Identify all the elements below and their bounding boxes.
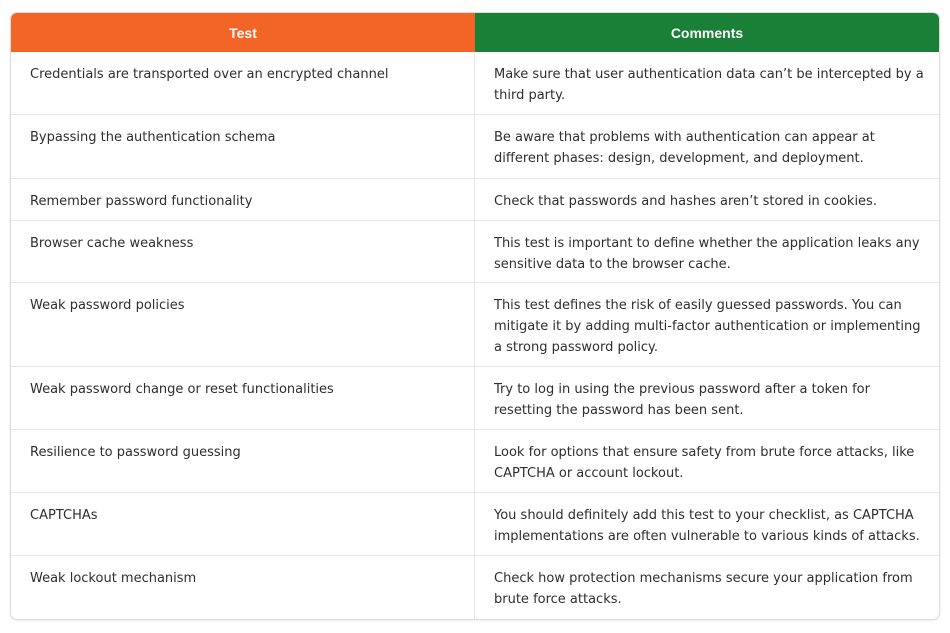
table-row bbox=[11, 52, 939, 114]
comment-cell: Try to log in using the previous password after a token for resetting the password has been sent. bbox=[494, 382, 870, 418]
test-cell: CAPTCHAs bbox=[11, 493, 475, 555]
header-test: Test bbox=[11, 13, 475, 52]
test-cell: Weak password policies bbox=[11, 283, 475, 366]
test-cell: Weak lockout mechanism bbox=[11, 556, 475, 619]
table-row bbox=[11, 178, 939, 220]
comment-cell: This test is important to define whether the application leaks any sensitive data to the browser cache. bbox=[494, 236, 920, 272]
comment-cell: This test defines the risk of easily guessed passwords. You can mitigate it by adding multi-factor authentication or implementing a strong password policy. bbox=[494, 298, 921, 355]
comment-cell: You should definitely add this test to your checklist, as CAPTCHA implementations are often vulnerable to various kinds of attacks. bbox=[494, 508, 920, 544]
comment-cell: Be aware that problems with authentication can appear at different phases: design, development, and deployment. bbox=[494, 130, 875, 166]
table-row bbox=[11, 366, 939, 429]
comment-cell: Look for options that ensure safety from brute force attacks, like CAPTCHA or account lockout. bbox=[494, 445, 915, 481]
test-cell: Bypassing the authentication schema bbox=[11, 115, 475, 178]
auth-tests-table bbox=[10, 12, 940, 620]
test-cell: Remember password functionality bbox=[11, 179, 475, 220]
table-row bbox=[11, 220, 939, 282]
table-row bbox=[11, 282, 939, 366]
test-cell: Weak password change or reset functionalities bbox=[11, 367, 475, 429]
test-cell: Resilience to password guessing bbox=[11, 430, 475, 492]
table-row bbox=[11, 114, 939, 178]
comment-cell: Check that passwords and hashes aren’t stored in cookies. bbox=[494, 194, 877, 209]
table-row bbox=[11, 492, 939, 555]
table-row bbox=[11, 429, 939, 492]
test-cell: Browser cache weakness bbox=[11, 221, 475, 282]
table-header bbox=[11, 13, 939, 52]
comment-cell: Make sure that user authentication data can’t be intercepted by a third party. bbox=[494, 67, 924, 103]
comment-cell: Check how protection mechanisms secure your application from brute force attacks. bbox=[494, 571, 913, 607]
header-comments: Comments bbox=[475, 13, 939, 52]
table-row bbox=[11, 555, 939, 619]
test-cell: Credentials are transported over an encrypted channel bbox=[11, 52, 475, 114]
